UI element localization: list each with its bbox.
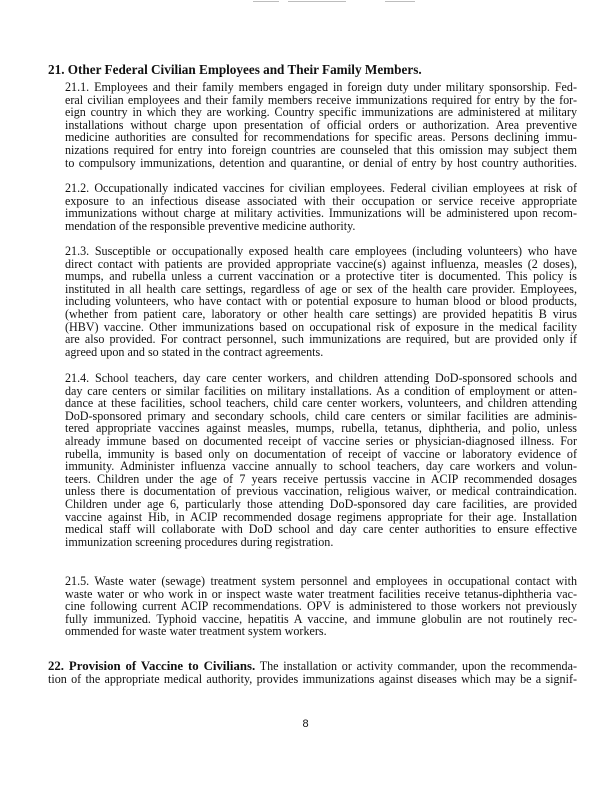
text-line: vaccine against Hib, in ACIP recommended dosage regimens appropriate for their age. Installation [65, 509, 577, 524]
text-line: already immune based on documented receipt of vaccine series or physician-diagnosed illness. For [65, 433, 577, 448]
text-line: 21.2. Occupationally indicated vaccines for civilian employees. Federal civilian employees at risk of [65, 181, 577, 195]
text-line: Children under age 6, particularly those attending DoD-sponsored day care facilities, are provided [65, 496, 577, 511]
scan-artifact-rule [385, 1, 415, 2]
text-line: instituted in all health care settings, regardless of age or sex of the health care provider. Employees, [65, 281, 577, 296]
text-line: medicine authorities are consulted for recommendations for specific areas. Persons declining immu- [65, 130, 577, 145]
scan-artifact-rule [288, 1, 346, 2]
page-number: 8 [302, 718, 309, 730]
text-line: are also provided. For contract personnel, such immunizations are required, but are provided only if [65, 332, 577, 347]
text-line: waste water or who work in or inspect waste water treatment facilities receive tetanus-diphtheria vac- [65, 586, 577, 601]
text-line: (HBV) vaccine. Other immunizations based on occupational risk of exposure in the medical facility [65, 319, 577, 334]
paragraph-21-4 [65, 372, 577, 548]
text-line: tered appropriate vaccines against measles, mumps, rubella, tetanus, diphtheria, and polio, unless [65, 421, 577, 436]
section-22 [48, 660, 577, 685]
section-22-heading: 22. Provision of Vaccine to Civilians. [48, 659, 256, 673]
text-line: installations without charge upon presentation of official orders or authorization. Area preventive [65, 117, 577, 132]
text-line: exposure to an infectious disease associated with their occupation or service receive appropriate [65, 193, 577, 208]
text-line: DoD-sponsored primary and secondary schools, child care centers or similar facilities are adminis- [65, 408, 577, 423]
text-line: eign country in which they are working. Country specific immunizations are administered at military [65, 105, 577, 120]
text-line: fully immunized. Typhoid vaccine, hepatitis A vaccine, and immune globulin are not routinely rec- [65, 611, 577, 626]
text-line: rubella, immunity is based only on documentation of receipt of vaccine or laboratory evidence of [65, 446, 577, 461]
text-line: ommended for waste water treatment system workers. [65, 624, 327, 639]
text-line: teers. Children under the age of 7 years receive pertussis vaccine in ACIP recommended dosages [65, 471, 577, 486]
text-line: (whether from patient care, laboratory or other health care settings) are provided hepatitis B virus [65, 306, 577, 321]
text-line: 21.4. School teachers, day care center workers, and children attending DoD-sponsored schools and [65, 371, 577, 385]
section-22-text: The installation or activity commander, upon the recommenda- [255, 659, 577, 673]
text-line: 21.3. Susceptible or occupationally exposed health care employees (including volunteers) who have [65, 244, 577, 258]
text-line: mendation of the responsible preventive medicine authority. [65, 218, 356, 233]
text-line: immunization screening procedures during registration. [65, 534, 334, 549]
paragraph-21-2 [65, 182, 577, 232]
text-line: including volunteers, who have contact with or potential exposure to human blood or blood products, [65, 294, 577, 309]
text-line: 21.5. Waste water (sewage) treatment system personnel and employees in occupational contact with [65, 574, 577, 588]
text-line: tion of the appropriate medical authority, provides immunizations against diseases which may be a signif- [48, 671, 577, 686]
text-line [48, 660, 577, 673]
paragraph-21-3 [65, 245, 577, 358]
text-line: immunity. Administer influenza vaccine annually to school teachers, day care workers and volun- [65, 459, 577, 474]
text-line: to compulsory immunizations, detention and quarantine, or denial of entry by host country authorities. [65, 155, 577, 170]
text-line: direct contact with patients are provided appropriate vaccine(s) against influenza, measles (2 doses), [65, 256, 577, 271]
text-line: 21.1. Employees and their family members engaged in foreign duty under military sponsorship. Fed- [65, 80, 577, 94]
section-21-heading: 21. Other Federal Civilian Employees and Their Family Members. [48, 62, 422, 77]
text-line: dance at these facilities, school teachers, child care center workers, volunteers, and children attending [65, 396, 577, 411]
text-line: nizations required for entry into foreign countries are counseled that this omission may subject them [65, 142, 577, 157]
text-line: unless there is documentation of previous vaccination, religious waiver, or medical contraindication. [65, 484, 577, 499]
text-line: mumps, and rubella unless a current vaccination or a protective titer is documented. This policy is [65, 269, 577, 284]
text-line: eral civilian employees and their family members receive immunizations required for entry by the for- [65, 92, 577, 107]
text-line: agreed upon and so stated in the contract agreements. [65, 344, 324, 359]
text-line: immunizations without charge at military activities. Immunizations will be administered upon recom- [65, 206, 577, 221]
paragraph-21-5 [65, 575, 577, 638]
scan-artifact-rule [253, 1, 279, 2]
text-line: cine following current ACIP recommendations. OPV is administered to those workers not previously [65, 599, 577, 614]
text-line: medical staff will collaborate with DoD school and day care center authorities to ensure effective [65, 522, 577, 537]
paragraph-21-1 [65, 81, 577, 169]
text-line: day care centers or similar facilities on military installations. As a condition of employment or atten- [65, 383, 577, 398]
